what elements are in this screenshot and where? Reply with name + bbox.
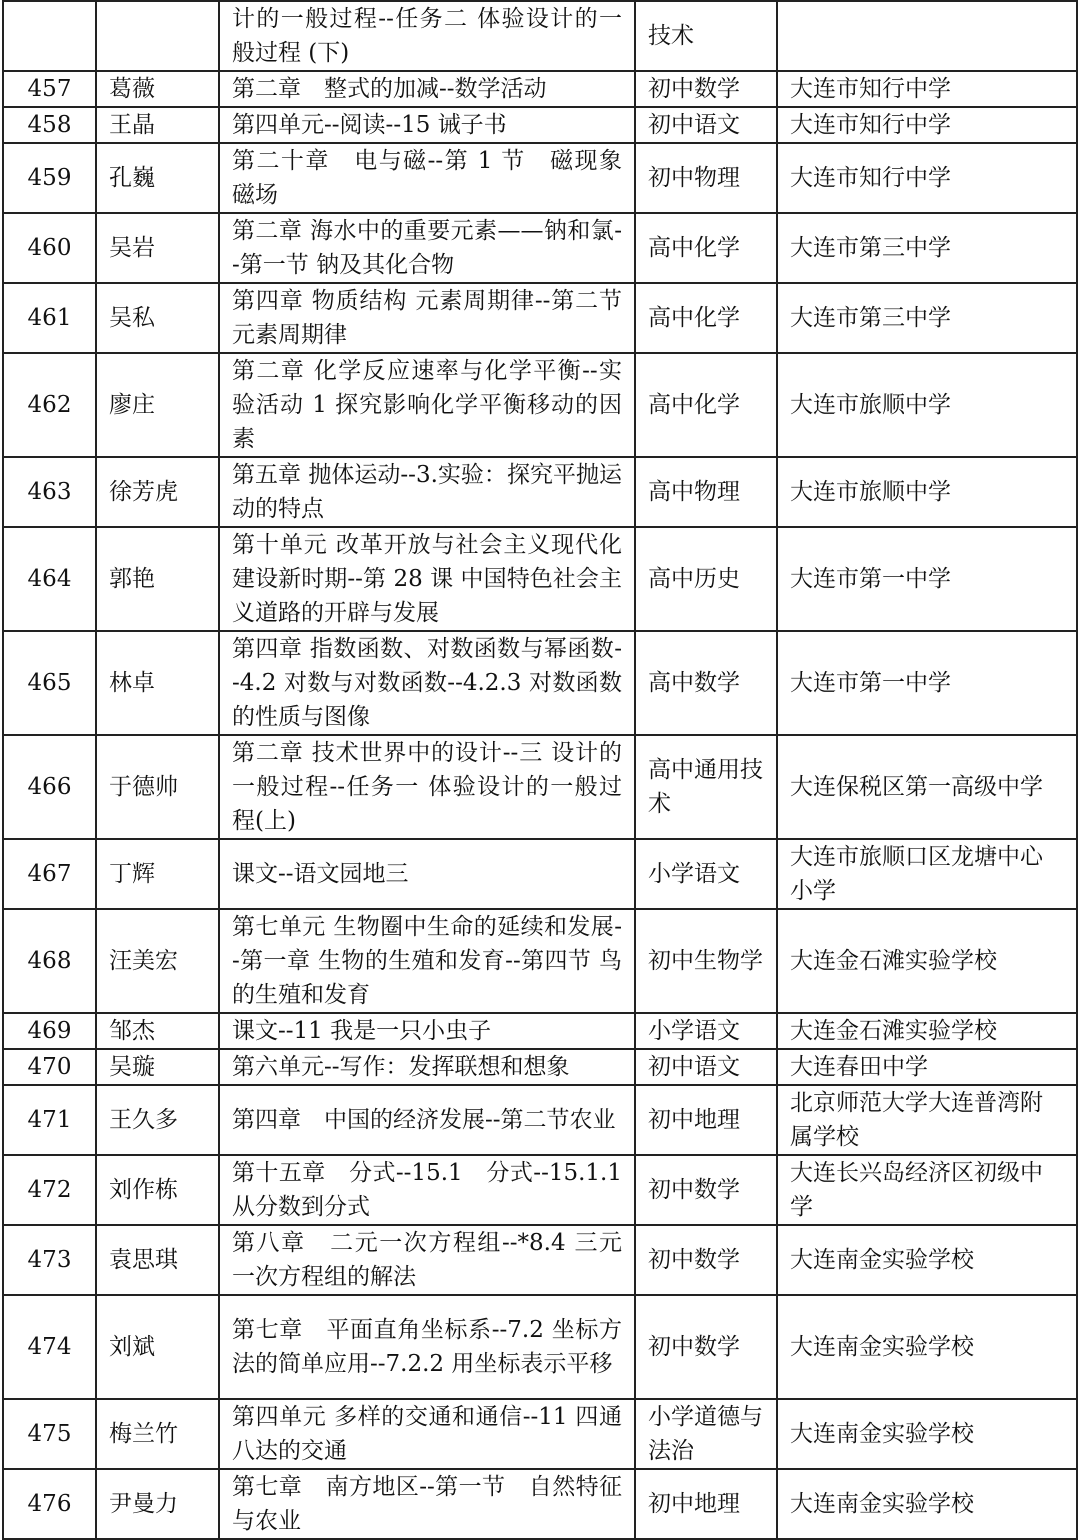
table-row	[3, 1399, 1077, 1469]
cell-teacher-name: 徐芳虎	[96, 457, 219, 527]
cell-number: 471	[3, 1085, 96, 1155]
cell-number: 462	[3, 353, 96, 457]
cell-school: 大连南金实验学校	[777, 1225, 1077, 1295]
cell-lesson-topic: 第二章 整式的加减--数学活动	[219, 71, 635, 107]
table-row	[3, 71, 1077, 107]
table-row	[3, 143, 1077, 213]
table-row	[3, 1295, 1077, 1399]
cell-subject: 高中数学	[635, 631, 777, 735]
table-row	[3, 1013, 1077, 1049]
cell-number: 476	[3, 1469, 96, 1539]
cell-lesson-topic: 计的一般过程--任务二 体验设计的一般过程 (下)	[219, 1, 635, 71]
cell-teacher-name: 吴岩	[96, 213, 219, 283]
teacher-list-table	[2, 0, 1078, 1540]
cell-teacher-name: 于德帅	[96, 735, 219, 839]
cell-teacher-name: 尹曼力	[96, 1469, 219, 1539]
cell-number: 472	[3, 1155, 96, 1225]
cell-teacher-name: 丁辉	[96, 839, 219, 909]
cell-teacher-name: 吴璇	[96, 1049, 219, 1085]
table-row	[3, 283, 1077, 353]
cell-school: 大连市知行中学	[777, 107, 1077, 143]
cell-number: 466	[3, 735, 96, 839]
table-row	[3, 107, 1077, 143]
cell-subject: 初中语文	[635, 1049, 777, 1085]
cell-lesson-topic: 第四单元 多样的交通和通信--11 四通八达的交通	[219, 1399, 635, 1469]
cell-school: 大连市知行中学	[777, 143, 1077, 213]
cell-lesson-topic: 第四章 指数函数、对数函数与幂函数--4.2 对数与对数函数--4.2.3 对数函数的性质与图像	[219, 631, 635, 735]
cell-subject: 初中数学	[635, 1155, 777, 1225]
cell-subject: 初中地理	[635, 1469, 777, 1539]
cell-subject: 初中地理	[635, 1085, 777, 1155]
cell-lesson-topic: 课文--语文园地三	[219, 839, 635, 909]
cell-lesson-topic: 第二章 海水中的重要元素——钠和氯--第一节 钠及其化合物	[219, 213, 635, 283]
table-row	[3, 457, 1077, 527]
cell-teacher-name: 邹杰	[96, 1013, 219, 1049]
cell-number: 457	[3, 71, 96, 107]
cell-subject: 高中化学	[635, 353, 777, 457]
cell-school: 大连市第一中学	[777, 527, 1077, 631]
table-row	[3, 1225, 1077, 1295]
cell-lesson-topic: 第五章 抛体运动--3.实验：探究平抛运动的特点	[219, 457, 635, 527]
cell-lesson-topic: 课文--11 我是一只小虫子	[219, 1013, 635, 1049]
cell-teacher-name: 刘斌	[96, 1295, 219, 1399]
cell-subject: 小学语文	[635, 839, 777, 909]
cell-school: 大连市第三中学	[777, 213, 1077, 283]
table-row	[3, 1, 1077, 71]
cell-number: 464	[3, 527, 96, 631]
cell-subject: 高中物理	[635, 457, 777, 527]
cell-number: 468	[3, 909, 96, 1013]
cell-lesson-topic: 第二十章 电与磁--第 1 节 磁现象 磁场	[219, 143, 635, 213]
cell-lesson-topic: 第四章 物质结构 元素周期律--第二节 元素周期律	[219, 283, 635, 353]
table-row	[3, 1049, 1077, 1085]
cell-number: 469	[3, 1013, 96, 1049]
cell-school: 大连长兴岛经济区初级中学	[777, 1155, 1077, 1225]
cell-lesson-topic: 第十五章 分式--15.1 分式--15.1.1 从分数到分式	[219, 1155, 635, 1225]
cell-teacher-name: 孔巍	[96, 143, 219, 213]
cell-number: 459	[3, 143, 96, 213]
cell-subject: 技术	[635, 1, 777, 71]
cell-subject: 初中数学	[635, 71, 777, 107]
cell-number: 470	[3, 1049, 96, 1085]
cell-teacher-name: 汪美宏	[96, 909, 219, 1013]
cell-school: 大连市第三中学	[777, 283, 1077, 353]
cell-lesson-topic: 第六单元--写作：发挥联想和想象	[219, 1049, 635, 1085]
cell-school: 北京师范大学大连普湾附属学校	[777, 1085, 1077, 1155]
cell-school	[777, 1, 1077, 71]
cell-lesson-topic: 第十单元 改革开放与社会主义现代化建设新时期--第 28 课 中国特色社会主义道路的开辟与发展	[219, 527, 635, 631]
cell-school: 大连市旅顺口区龙塘中心小学	[777, 839, 1077, 909]
cell-teacher-name: 廖庄	[96, 353, 219, 457]
table-row	[3, 527, 1077, 631]
cell-number: 458	[3, 107, 96, 143]
table-row	[3, 735, 1077, 839]
cell-subject: 初中生物学	[635, 909, 777, 1013]
cell-teacher-name: 刘作栋	[96, 1155, 219, 1225]
cell-number: 461	[3, 283, 96, 353]
cell-number: 460	[3, 213, 96, 283]
table-row	[3, 909, 1077, 1013]
cell-teacher-name: 郭艳	[96, 527, 219, 631]
cell-subject: 高中通用技术	[635, 735, 777, 839]
cell-lesson-topic: 第八章 二元一次方程组--*8.4 三元一次方程组的解法	[219, 1225, 635, 1295]
cell-teacher-name: 袁思琪	[96, 1225, 219, 1295]
cell-subject: 初中数学	[635, 1295, 777, 1399]
cell-school: 大连南金实验学校	[777, 1469, 1077, 1539]
cell-number: 473	[3, 1225, 96, 1295]
cell-subject: 小学道德与法治	[635, 1399, 777, 1469]
cell-subject: 高中化学	[635, 213, 777, 283]
cell-teacher-name: 林卓	[96, 631, 219, 735]
cell-number	[3, 1, 96, 71]
cell-teacher-name: 王久多	[96, 1085, 219, 1155]
cell-school: 大连南金实验学校	[777, 1399, 1077, 1469]
cell-number: 463	[3, 457, 96, 527]
cell-number: 474	[3, 1295, 96, 1399]
cell-school: 大连市知行中学	[777, 71, 1077, 107]
cell-subject: 初中物理	[635, 143, 777, 213]
cell-school: 大连金石滩实验学校	[777, 1013, 1077, 1049]
cell-number: 465	[3, 631, 96, 735]
table-row	[3, 631, 1077, 735]
cell-number: 475	[3, 1399, 96, 1469]
cell-subject: 高中历史	[635, 527, 777, 631]
cell-subject: 高中化学	[635, 283, 777, 353]
cell-subject: 初中数学	[635, 1225, 777, 1295]
cell-teacher-name: 吴私	[96, 283, 219, 353]
table-row	[3, 213, 1077, 283]
cell-school: 大连金石滩实验学校	[777, 909, 1077, 1013]
cell-lesson-topic: 第二章 技术世界中的设计--三 设计的一般过程--任务一 体验设计的一般过程(上)	[219, 735, 635, 839]
cell-school: 大连市第一中学	[777, 631, 1077, 735]
cell-teacher-name	[96, 1, 219, 71]
cell-lesson-topic: 第七章 平面直角坐标系--7.2 坐标方法的简单应用--7.2.2 用坐标表示平移	[219, 1295, 635, 1399]
cell-lesson-topic: 第七章 南方地区--第一节 自然特征与农业	[219, 1469, 635, 1539]
cell-school: 大连市旅顺中学	[777, 353, 1077, 457]
table-row	[3, 1085, 1077, 1155]
table-row	[3, 839, 1077, 909]
cell-teacher-name: 葛薇	[96, 71, 219, 107]
cell-teacher-name: 梅兰竹	[96, 1399, 219, 1469]
cell-lesson-topic: 第二章 化学反应速率与化学平衡--实验活动 1 探究影响化学平衡移动的因素	[219, 353, 635, 457]
cell-school: 大连保税区第一高级中学	[777, 735, 1077, 839]
cell-school: 大连南金实验学校	[777, 1295, 1077, 1399]
cell-lesson-topic: 第四单元--阅读--15 诫子书	[219, 107, 635, 143]
cell-number: 467	[3, 839, 96, 909]
cell-lesson-topic: 第四章 中国的经济发展--第二节农业	[219, 1085, 635, 1155]
table-row	[3, 1155, 1077, 1225]
table-row	[3, 353, 1077, 457]
cell-subject: 初中语文	[635, 107, 777, 143]
cell-lesson-topic: 第七单元 生物圈中生命的延续和发展--第一章 生物的生殖和发育--第四节 鸟的生殖和发育	[219, 909, 635, 1013]
table-row	[3, 1469, 1077, 1539]
cell-subject: 小学语文	[635, 1013, 777, 1049]
cell-school: 大连市旅顺中学	[777, 457, 1077, 527]
table-body	[3, 1, 1077, 1539]
cell-school: 大连春田中学	[777, 1049, 1077, 1085]
cell-teacher-name: 王晶	[96, 107, 219, 143]
